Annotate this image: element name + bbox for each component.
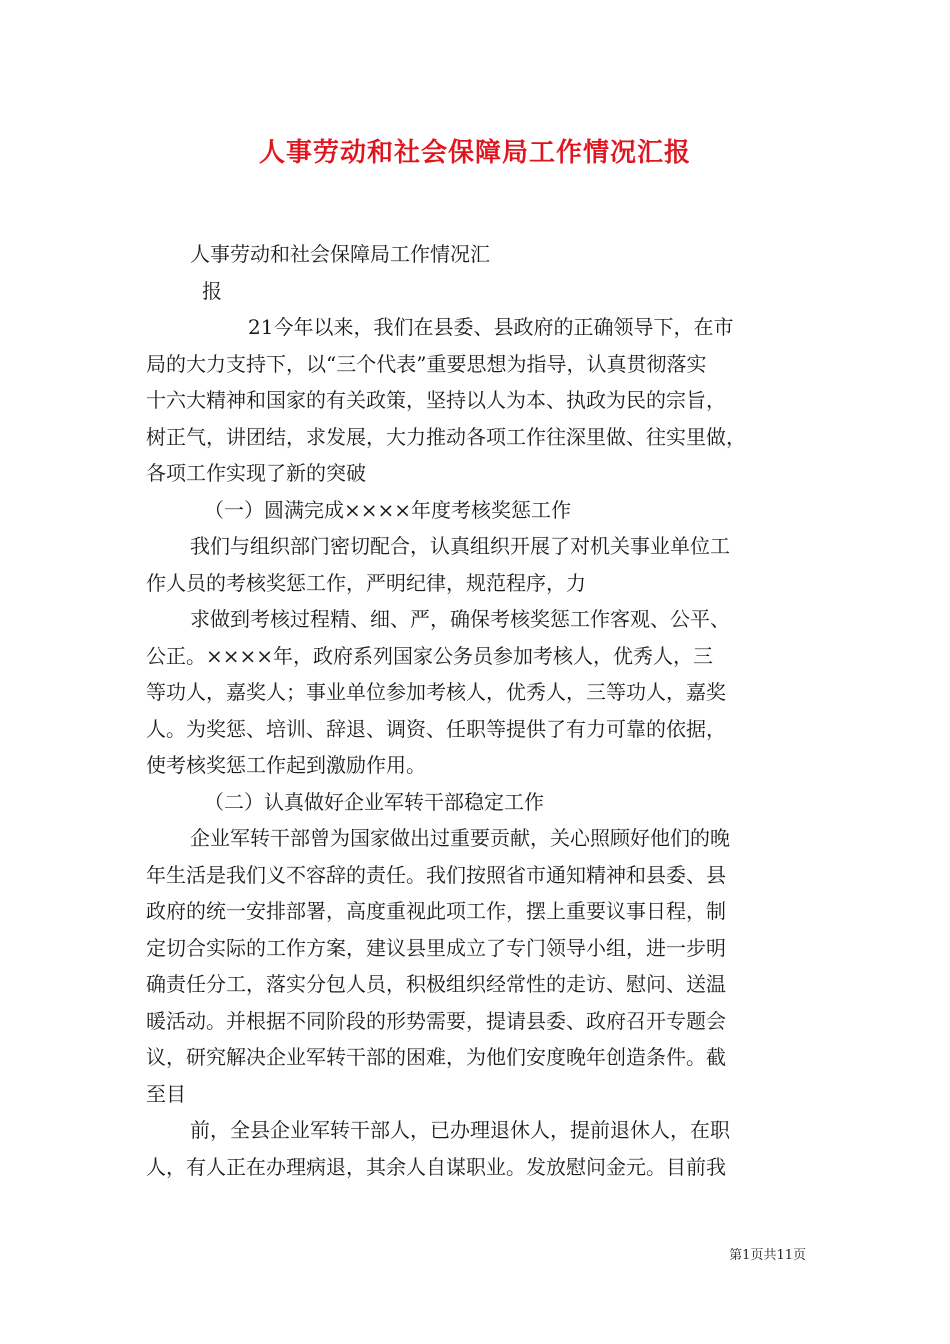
body-line: 局的大力支持下，以“三个代表”重要思想为指导，认真贯彻落实 — [146, 351, 707, 376]
body-line: 企业军转干部曾为国家做出过重要贡献，关心照顾好他们的晚 — [190, 826, 730, 850]
body-line: 十六大精神和国家的有关政策，坚持以人为本、执政为民的宗旨， — [146, 388, 726, 412]
body-line: 报 — [202, 278, 222, 303]
body-line: 各项工作实现了新的突破 — [146, 461, 366, 485]
body-line: 公正。××××年，政府系列国家公务员参加考核人，优秀人，三 — [146, 643, 714, 668]
body-line: 定切合实际的工作方案，建议县里成立了专门领导小组，进一步明 — [146, 935, 726, 960]
document-body — [146, 236, 816, 1185]
section-heading: （二）认真做好企业军转干部稳定工作 — [204, 789, 544, 814]
body-line: 树正气，讲团结，求发展，大力推动各项工作往深里做、往实里做， — [146, 424, 746, 449]
body-line: 等功人，嘉奖人；事业单位参加考核人，优秀人，三等功人，嘉奖 — [146, 680, 726, 704]
body-line: 人，有人正在办理病退，其余人自谋职业。发放慰问金元。目前我 — [146, 1154, 726, 1179]
document-title: 人事劳动和社会保障局工作情况汇报 — [258, 138, 691, 168]
body-line: 人事劳动和社会保障局工作情况汇 — [190, 242, 490, 266]
section-heading: （一）圆满完成××××年度考核奖惩工作 — [204, 497, 572, 522]
body-line: 暖活动。并根据不同阶段的形势需要，提请县委、政府召开专题会 — [146, 1008, 726, 1033]
body-line: 年生活是我们义不容辞的责任。我们按照省市通知精神和县委、县 — [146, 862, 726, 887]
body-line: 作人员的考核奖惩工作，严明纪律，规范程序，力 — [146, 570, 586, 595]
body-line: 使考核奖惩工作起到激励作用。 — [146, 753, 426, 777]
body-line: 前，全县企业军转干部人，已办理退休人，提前退休人，在职 — [190, 1118, 730, 1142]
body-line: 议，研究解决企业军转干部的困难，为他们安度晚年创造条件。截 — [146, 1045, 726, 1069]
page-number-footer: 第1页共11页 — [729, 1248, 806, 1263]
body-line: 人。为奖惩、培训、辞退、调资、任职等提供了有力可靠的依据， — [146, 716, 726, 741]
body-line: 21今年以来，我们在县委、县政府的正确领导下，在市 — [248, 315, 734, 339]
body-line: 求做到考核过程精、细、严，确保考核奖惩工作客观、公平、 — [190, 607, 730, 631]
body-line: 确责任分工，落实分包人员，积极组织经常性的走访、慰问、送温 — [146, 972, 726, 996]
body-line: 至目 — [146, 1081, 186, 1106]
body-line: 我们与组织部门密切配合，认真组织开展了对机关事业单位工 — [190, 534, 730, 558]
body-line: 政府的统一安排部署，高度重视此项工作，摆上重要议事日程，制 — [146, 899, 726, 923]
